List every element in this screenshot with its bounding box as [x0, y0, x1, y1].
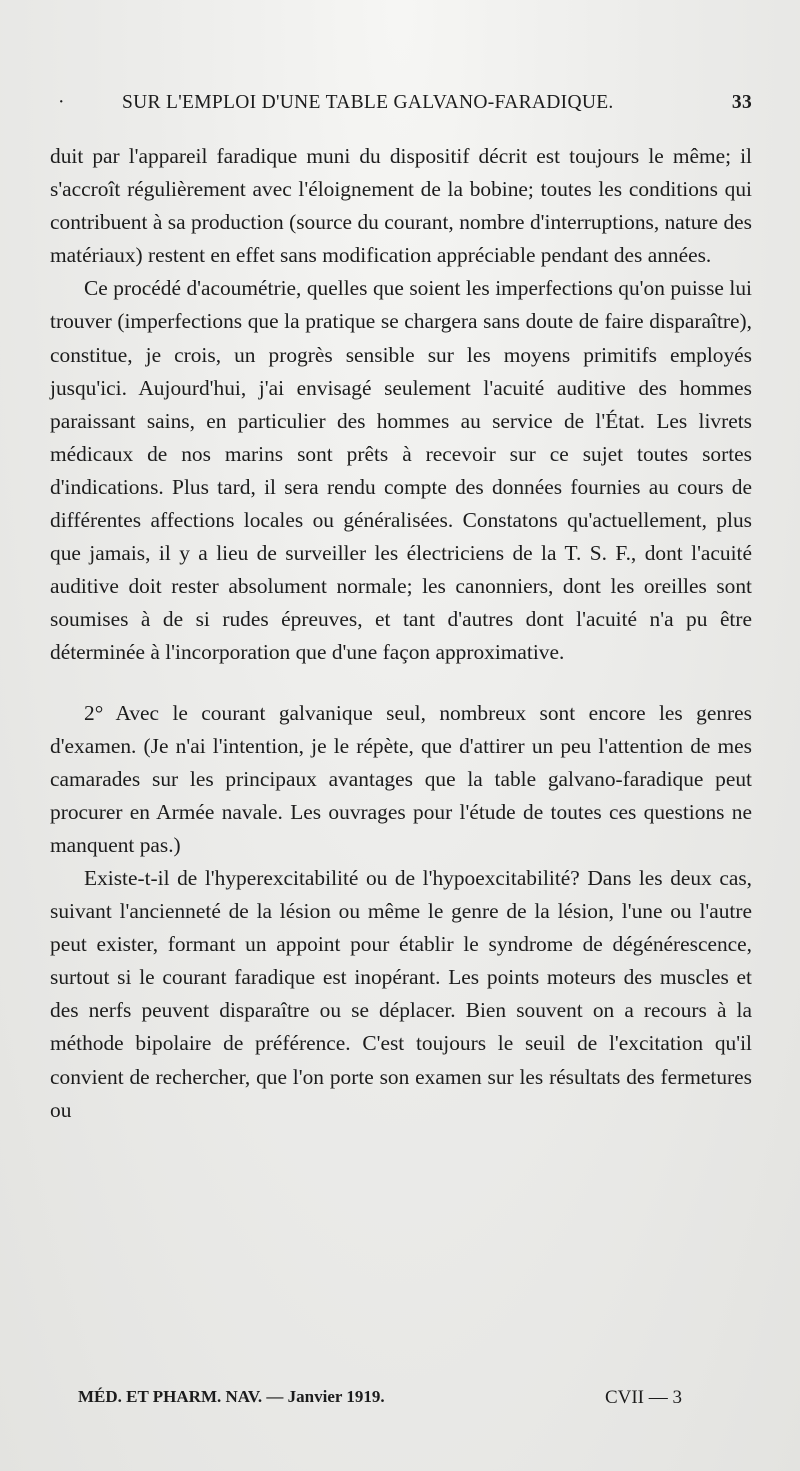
- page-footer: [78, 1387, 682, 1415]
- page-header: [52, 92, 752, 122]
- paragraph-hyperexcitabilite: Existe-t-il de l'hyperexcitabilité ou de l'hypoexcitabilité? Dans les deux cas, suivant l'ancienneté de la lésion ou même le genre de la lésion, l'une ou l'autre peut exister, formant un appoint pour établir le syndrome de dégénérescence, surtout si le courant faradique est inopérant. Les points moteurs des muscles et des nerfs peuvent disparaître ou se déplacer. Bien souvent on a recours à la méthode bipolaire de préférence. C'est toujours le seuil de l'excitation qu'il convient de rechercher, que l'on porte son examen sur les résultats des fermetures ou: [50, 865, 752, 1122]
- page-number: 33: [731, 92, 752, 113]
- paragraph-courant-galvanique: 2° Avec le courant galvanique seul, nombreux sont encore les genres d'examen. (Je n'ai l'intention, je le répète, que d'attirer un peu l'attention de mes camarades sur les principaux avantages que la table galvano-faradique peut procurer en Armée navale. Les ouvrages pour l'étude de toutes ces questions ne manquent pas.): [50, 700, 752, 857]
- body-text: [50, 140, 752, 1127]
- sheet-signature: CVII — 3: [604, 1387, 682, 1408]
- paragraph-acoumetrie: Ce procédé d'acoumétrie, quelles que soient les imperfections qu'on puisse lui trouver (imperfections que la pratique se chargera sans doute de faire disparaître), constitue, je crois, un progrès sensible sur les moyens primitifs employés jusqu'ici. Aujourd'hui, j'ai envisagé seulement l'acuité auditive des hommes paraissant sains, en particulier des hommes au service de l'État. Les livrets médicaux de nos marins sont prêts à recevoir sur ce sujet toutes sortes d'indications. Plus tard, il sera rendu compte des données fournies au cours de différentes affections locales ou généralisées. Constatons qu'actuellement, plus que jamais, il y a lieu de surveiller les électriciens de la T. S. F., dont l'acuité auditive doit rester absolument normale; les canonniers, dont les oreilles sont soumises à de si rudes épreuves, et tant d'autres dont l'acuité n'a pu être déterminée à l'incorporation que d'une façon approximative.: [50, 276, 752, 665]
- journal-reference: MÉD. ET PHARM. NAV. — Janvier 1919.: [78, 1387, 385, 1406]
- paragraph-continuation: duit par l'appareil faradique muni du dispositif décrit est toujours le même; il s'accroît régulièrement avec l'éloignement de la bobine; toutes les conditions qui contribuent à sa production (source du courant, nombre d'interruptions, nature des matériaux) restent en effet sans modification appréciable pendant des années.: [50, 144, 752, 268]
- header-bullet: ·: [58, 92, 65, 113]
- running-title: SUR L'EMPLOI D'UNE TABLE GALVANO-FARADIQUE.: [122, 92, 614, 113]
